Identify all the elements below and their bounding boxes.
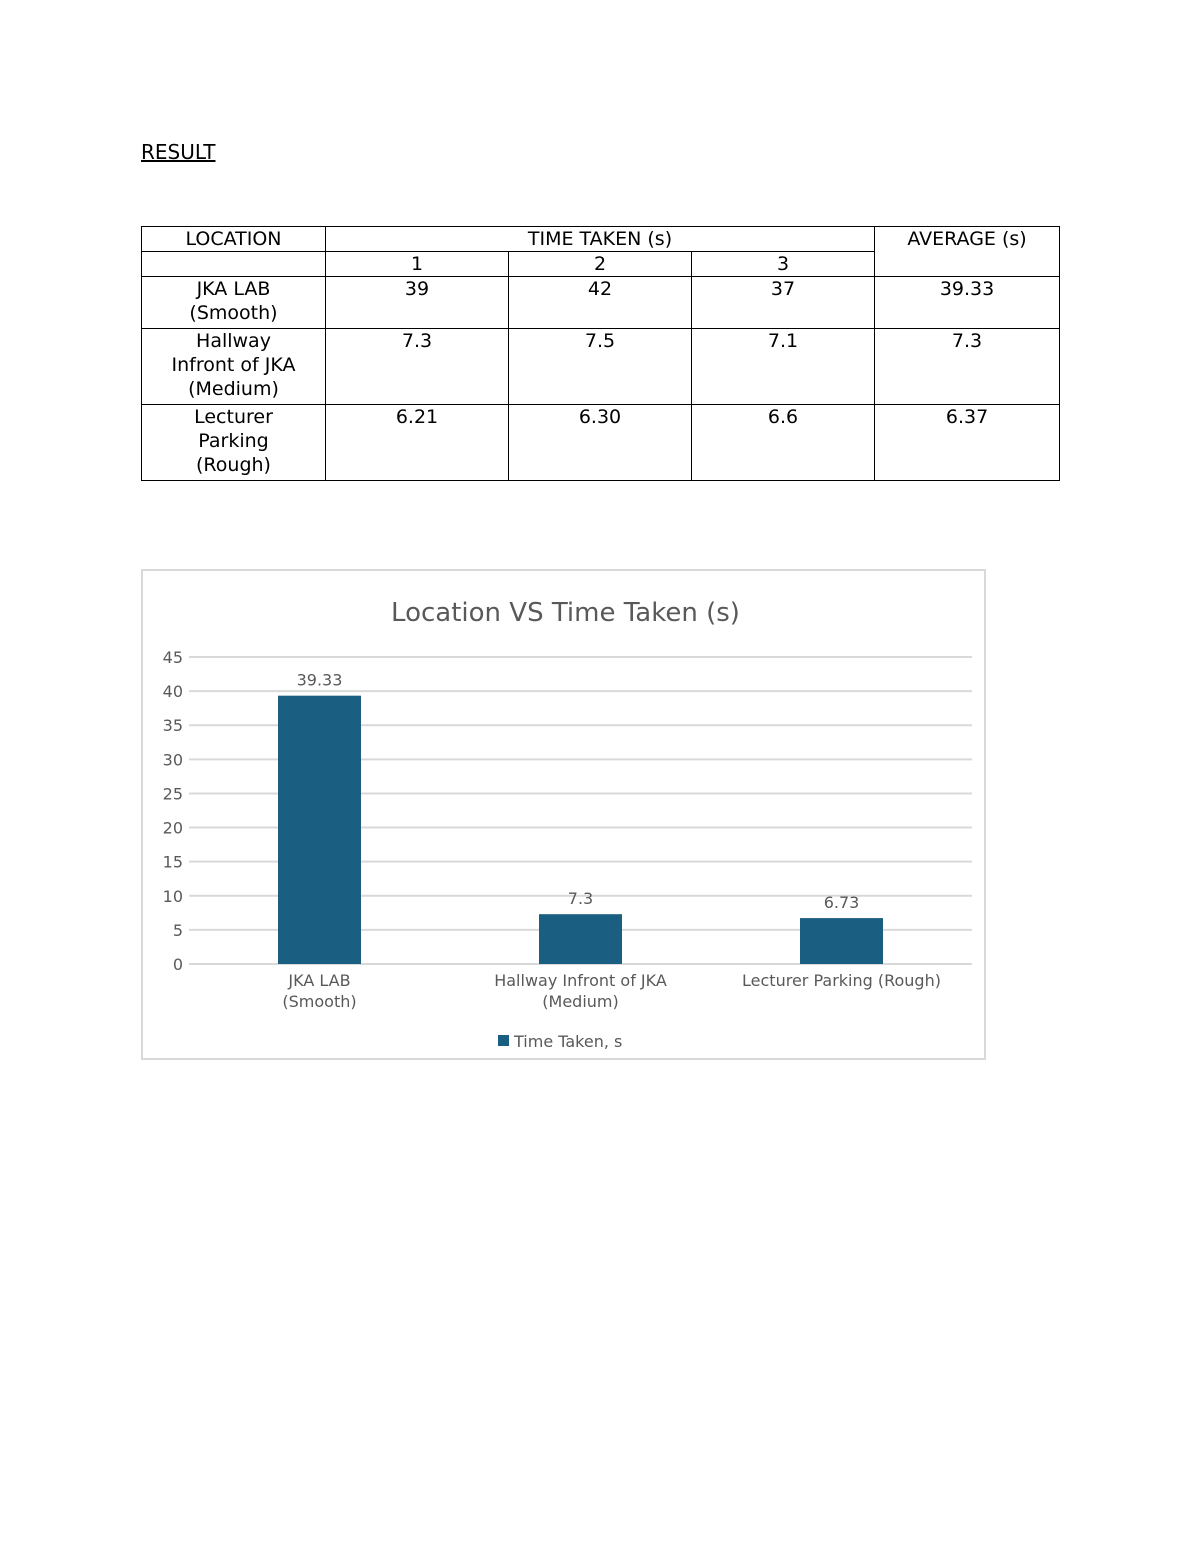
- trial-cell: 7.1: [692, 329, 875, 405]
- average-cell: 39.33: [875, 277, 1060, 329]
- bar: [800, 918, 883, 964]
- y-tick-label: 20: [162, 818, 183, 838]
- results-table: [141, 226, 1060, 481]
- y-tick-label: 45: [162, 648, 183, 667]
- header-location: LOCATION: [142, 227, 326, 252]
- data-label: 6.73: [823, 893, 860, 913]
- table-row: [142, 329, 1060, 405]
- average-cell: 6.37: [875, 405, 1060, 481]
- data-label: 39.33: [296, 670, 343, 690]
- y-tick-label: 40: [162, 682, 183, 702]
- average-cell: 7.3: [875, 329, 1060, 405]
- location-line: Hallway: [196, 330, 271, 352]
- location-line: (Smooth): [189, 302, 278, 324]
- location-line: JKA LAB: [196, 278, 271, 300]
- y-tick-label: 5: [172, 920, 183, 940]
- bar: [539, 914, 622, 964]
- table-header-row: [142, 227, 1060, 252]
- table-row: [142, 277, 1060, 329]
- y-tick-label: 30: [162, 750, 183, 770]
- chart-frame: [141, 569, 986, 1060]
- y-tick-label: 0: [172, 955, 183, 974]
- header-average: AVERAGE (s): [875, 227, 1060, 277]
- location-line: Lecturer: [194, 406, 273, 428]
- category-label: Lecturer Parking (Rough): [742, 971, 941, 990]
- location-cell: [142, 277, 326, 329]
- y-tick-label: 25: [162, 784, 183, 804]
- category-label: JKA LAB: [288, 971, 351, 990]
- location-line: Infront of JKA: [171, 354, 296, 376]
- y-tick-label: 10: [162, 886, 183, 906]
- chart-title: Location VS Time Taken (s): [391, 598, 740, 628]
- trial-cell: 6.6: [692, 405, 875, 481]
- trial-cell: 7.5: [509, 329, 692, 405]
- trial-cell: 39: [326, 277, 509, 329]
- location-line: Parking: [198, 430, 269, 452]
- bar: [278, 696, 361, 964]
- data-label: 7.3: [567, 889, 594, 909]
- location-line: (Rough): [196, 454, 271, 476]
- header-blank-cell: [142, 252, 326, 277]
- page-heading: RESULT: [141, 140, 216, 164]
- header-trial-2: 2: [509, 252, 692, 277]
- category-label: (Smooth): [282, 992, 357, 1011]
- table-row: [142, 405, 1060, 481]
- legend-swatch: [498, 1035, 509, 1046]
- legend-label: Time Taken, s: [514, 1032, 623, 1051]
- location-cell: [142, 405, 326, 481]
- location-cell: [142, 329, 326, 405]
- trial-cell: 7.3: [326, 329, 509, 405]
- trial-cell: 37: [692, 277, 875, 329]
- trial-cell: 6.30: [509, 405, 692, 481]
- location-line: (Medium): [188, 378, 279, 400]
- bar-chart: [143, 571, 984, 1058]
- y-tick-label: 15: [162, 852, 183, 872]
- header-trial-3: 3: [692, 252, 875, 277]
- header-time-taken: TIME TAKEN (s): [326, 227, 875, 252]
- trial-cell: 6.21: [326, 405, 509, 481]
- trial-cell: 42: [509, 277, 692, 329]
- y-tick-label: 35: [162, 716, 183, 736]
- category-label: (Medium): [542, 992, 619, 1011]
- header-trial-1: 1: [326, 252, 509, 277]
- category-label: Hallway Infront of JKA: [494, 971, 667, 990]
